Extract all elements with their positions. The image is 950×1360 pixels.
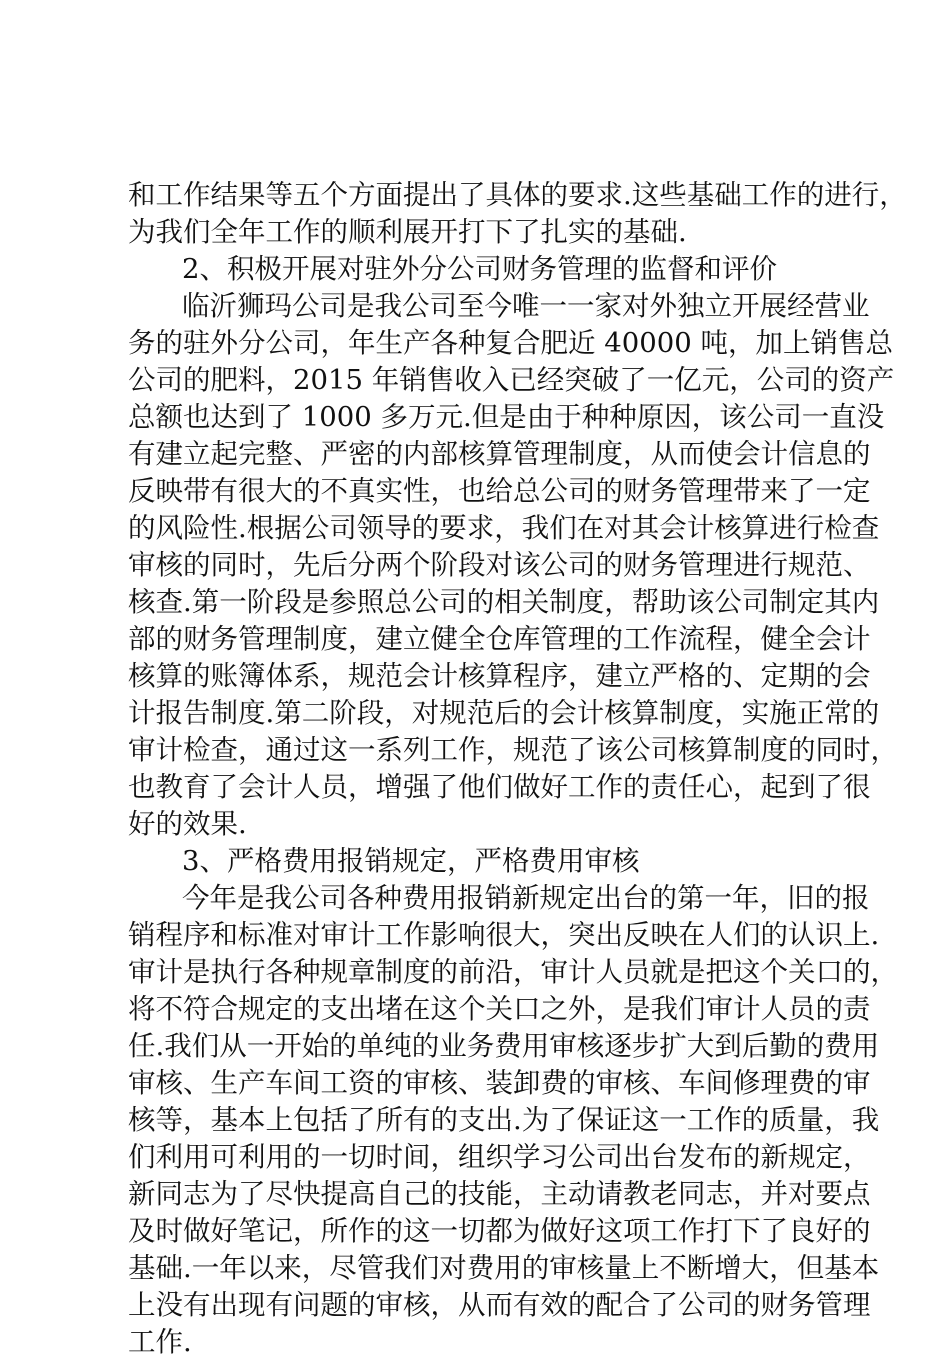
body-text-line: 审计是执行各种规章制度的前沿，审计人员就是把这个关口的，	[128, 956, 898, 988]
body-text-line: 审核、生产车间工资的审核、装卸费的审核、车间修理费的审	[128, 1067, 871, 1099]
body-text-line: 任.我们从一开始的单纯的业务费用审核逐步扩大到后勤的费用	[128, 1030, 880, 1062]
body-text-line: 上没有出现有问题的审核，从而有效的配合了公司的财务管理	[128, 1289, 871, 1321]
body-text-line: 务的驻外分公司，年生产各种复合肥近 40000 吨，加上销售总	[128, 327, 893, 359]
body-text-line: 好的效果.	[128, 808, 247, 840]
body-text-line: 今年是我公司各种费用报销新规定出台的第一年，旧的报	[182, 882, 870, 914]
body-text-line: 新同志为了尽快提高自己的技能，主动请教老同志，并对要点	[128, 1178, 871, 1210]
body-text-line: 销程序和标准对审计工作影响很大，突出反映在人们的认识上.	[128, 919, 880, 951]
body-text-line: 反映带有很大的不真实性，也给总公司的财务管理带来了一定	[128, 475, 871, 507]
body-text-line: 们利用可利用的一切时间，组织学习公司出台发布的新规定，	[128, 1141, 871, 1173]
body-text-line: 为我们全年工作的顺利展开打下了扎实的基础.	[128, 216, 687, 248]
body-text-line: 及时做好笔记，所作的这一切都为做好这项工作打下了良好的	[128, 1215, 871, 1247]
body-text-line: 审核的同时，先后分两个阶段对该公司的财务管理进行规范、	[128, 549, 871, 581]
body-text-line: 审计检查，通过这一系列工作，规范了该公司核算制度的同时，	[128, 734, 898, 766]
body-text-line: 公司的肥料，2015 年销售收入已经突破了一亿元，公司的资产	[128, 364, 895, 396]
body-text-line: 有建立起完整、严密的内部核算管理制度，从而使会计信息的	[128, 438, 871, 470]
body-text-line: 将不符合规定的支出堵在这个关口之外，是我们审计人员的责	[128, 993, 871, 1025]
body-text-line: 工作.	[128, 1326, 192, 1358]
body-text-line: 临沂狮玛公司是我公司至今唯一一家对外独立开展经营业	[182, 290, 870, 322]
section-heading: 3、严格费用报销规定，严格费用审核	[182, 845, 640, 877]
section-heading: 2、积极开展对驻外分公司财务管理的监督和评价	[182, 253, 777, 285]
body-text-line: 核算的账簿体系，规范会计核算程序，建立严格的、定期的会	[128, 660, 871, 692]
body-text-line: 核等，基本上包括了所有的支出.为了保证这一工作的质量，我	[128, 1104, 880, 1136]
body-text-line: 基础.一年以来，尽管我们对费用的审核量上不断增大，但基本	[128, 1252, 880, 1284]
body-text-line: 总额也达到了 1000 多万元.但是由于种种原因，该公司一直没	[128, 401, 885, 433]
body-text-line: 的风险性.根据公司领导的要求，我们在对其会计核算进行检查	[128, 512, 880, 544]
body-text-line: 计报告制度.第二阶段，对规范后的会计核算制度，实施正常的	[128, 697, 880, 729]
body-text-line: 部的财务管理制度，建立健全仓库管理的工作流程，健全会计	[128, 623, 871, 655]
body-text-line: 也教育了会计人员，增强了他们做好工作的责任心，起到了很	[128, 771, 871, 803]
body-text-line: 和工作结果等五个方面提出了具体的要求.这些基础工作的进行，	[128, 179, 907, 211]
body-text-line: 核查.第一阶段是参照总公司的相关制度，帮助该公司制定其内	[128, 586, 880, 618]
